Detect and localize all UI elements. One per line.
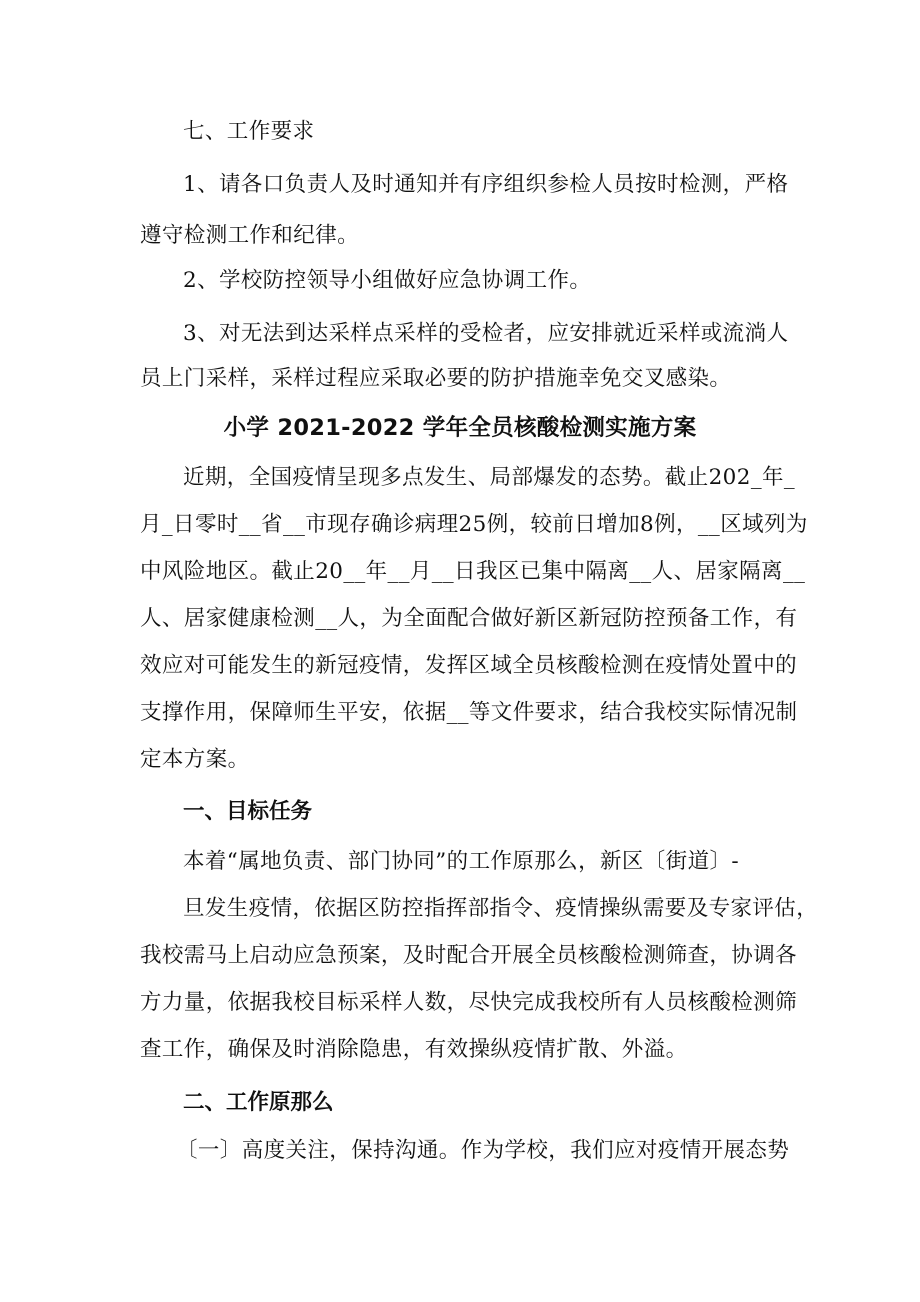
- paragraph-line: 2、学校防控领导小组做好应急协调工作。: [183, 268, 592, 293]
- paragraph-line: 遵守检测工作和纪律。: [140, 223, 360, 248]
- paragraph-line: 1、请各口负责人及时通知并有序组织参检人员按时检测，严格: [183, 172, 789, 197]
- document-title: 小学 2021-2022 学年全员核酸检测实施方案: [223, 415, 697, 441]
- paragraph-line: 支撑作用，保障师生平安，依据__等文件要求，结合我校实际情况制: [140, 700, 798, 725]
- section1-heading: 一、目标任务: [183, 799, 313, 824]
- paragraph-line: 本着“属地负责、部门协同”的工作原那么，新区〔街道〕-: [183, 849, 740, 874]
- paragraph-line: 月_日零时__省__市现存确诊病理25例，较前日增加8例，__区域列为: [140, 512, 808, 537]
- paragraph-line: 定本方案。: [140, 747, 250, 772]
- section2-heading: 二、工作原那么: [183, 1090, 334, 1115]
- paragraph-line: 员上门采样，采样过程应采取必要的防护措施幸免交叉感染。: [140, 366, 732, 391]
- paragraph-line: 人、居家健康检测__人，为全面配合做好新区新冠防控预备工作，有: [140, 606, 798, 631]
- paragraph-line: 查工作，确保及时消除隐患，有效操纵疫情扩散、外溢。: [140, 1037, 688, 1062]
- paragraph-line: 中风险地区。截止20__年__月__日我区已集中隔离__人、居家隔离__: [140, 559, 806, 584]
- paragraph-line: 方力量，依据我校目标采样人数，尽快完成我校所有人员核酸检测筛: [140, 990, 798, 1015]
- paragraph-line: 效应对可能发生的新冠疫情，发挥区域全员核酸检测在疫情处置中的: [140, 653, 798, 678]
- paragraph-line: 我校需马上启动应急预案，及时配合开展全员核酸检测筛查，协调各: [140, 943, 798, 968]
- paragraph-line: 3、对无法到达采样点采样的受检者，应安排就近采样或流淌人: [183, 321, 789, 346]
- paragraph-line: 近期，全国疫情呈现多点发生、局部爆发的态势。截止202_年_: [183, 465, 796, 490]
- section7-heading: 七、工作要求: [183, 119, 315, 144]
- paragraph-line: 〔一〕高度关注，保持沟通。作为学校，我们应对疫情开展态势: [176, 1138, 790, 1163]
- paragraph-line: 旦发生疫情，依据区防控指挥部指令、疫情操纵需要及专家评估，: [183, 896, 819, 921]
